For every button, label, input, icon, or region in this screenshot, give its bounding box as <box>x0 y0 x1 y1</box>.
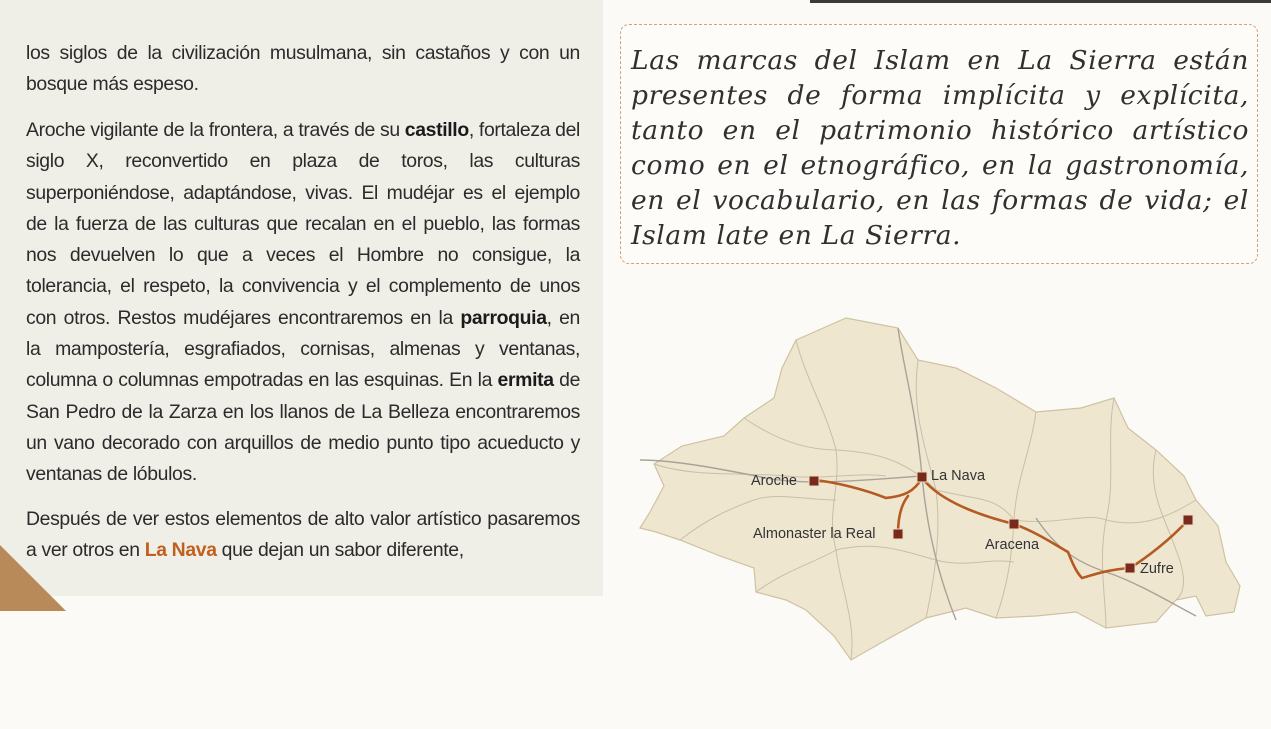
sierra-region-shape <box>640 318 1240 660</box>
text-run: Aroche vigilante de la frontera, a través de su <box>26 119 405 141</box>
text-run: que dejan un sabor diferente, <box>216 539 464 562</box>
map-graphic <box>636 300 1256 670</box>
town-label-almonaster: Almonaster la Real <box>753 526 876 542</box>
la-nava-marker <box>917 472 927 482</box>
aracena-marker <box>1009 519 1019 529</box>
text-run: Después de ver estos elementos de alto valor artístico pasaremos a ver otros en <box>26 508 580 562</box>
paragraph-2 <box>26 115 580 491</box>
aroche-marker <box>809 476 819 486</box>
highlight-castillo: castillo <box>404 119 469 141</box>
paragraph-1: los siglos de la civilización musulmana, sin castaños y con un bosque más espeso. <box>26 42 580 96</box>
route-map <box>636 300 1256 670</box>
article-column <box>0 0 603 596</box>
town-label-aroche: Aroche <box>751 473 797 489</box>
quote-box <box>620 24 1258 264</box>
highlight-parroquia: parroquia <box>460 306 547 329</box>
paragraph-3 <box>26 504 580 567</box>
zufre-marker <box>1125 563 1135 573</box>
town-label-aracena: Aracena <box>985 537 1040 553</box>
top-rule-right <box>810 0 1271 3</box>
quote-text: Las marcas del Islam en La Sierra están presentes de forma implícita y explícita, tanto en el patrimonio histórico artístico como en el etnográfico, en la gastronomía, en el vocabulario, en las formas de vida; el Islam late en La Sierra. <box>631 45 1249 251</box>
text-run: de San Pedro de la Zarza en los llanos de La Belleza encontraremos un vano decorado con arquillos de medio punto tipo acueducto y ventanas de lóbulos. <box>26 369 581 486</box>
town-label-la-nava: La Nava <box>931 468 986 484</box>
corner-decoration <box>0 545 66 611</box>
highlight-la-nava: La Nava <box>144 539 217 562</box>
text-run: , fortaleza del siglo X, reconvertido en plaza de toros, las culturas superponiéndose, adaptándose, vivas. El mudéjar es el ejemplo de la fuerza de las culturas que recalan en el pueblo, las formas nos devuelven lo que a veces el Hombre no consigue, la tolerancia, el respeto, la convivencia y el complemento de unos con otros. Restos mudéjares encontraremos en la <box>26 119 580 329</box>
highlight-ermita: ermita <box>497 369 554 392</box>
almonaster-marker <box>893 529 903 539</box>
text-run: , en la mampostería, esgrafiados, cornisas, almenas y ventanas, columna o columnas empotradas en las esquinas. En la <box>26 306 580 392</box>
route-end-marker <box>1183 515 1193 525</box>
town-label-zufre: Zufre <box>1140 561 1174 577</box>
